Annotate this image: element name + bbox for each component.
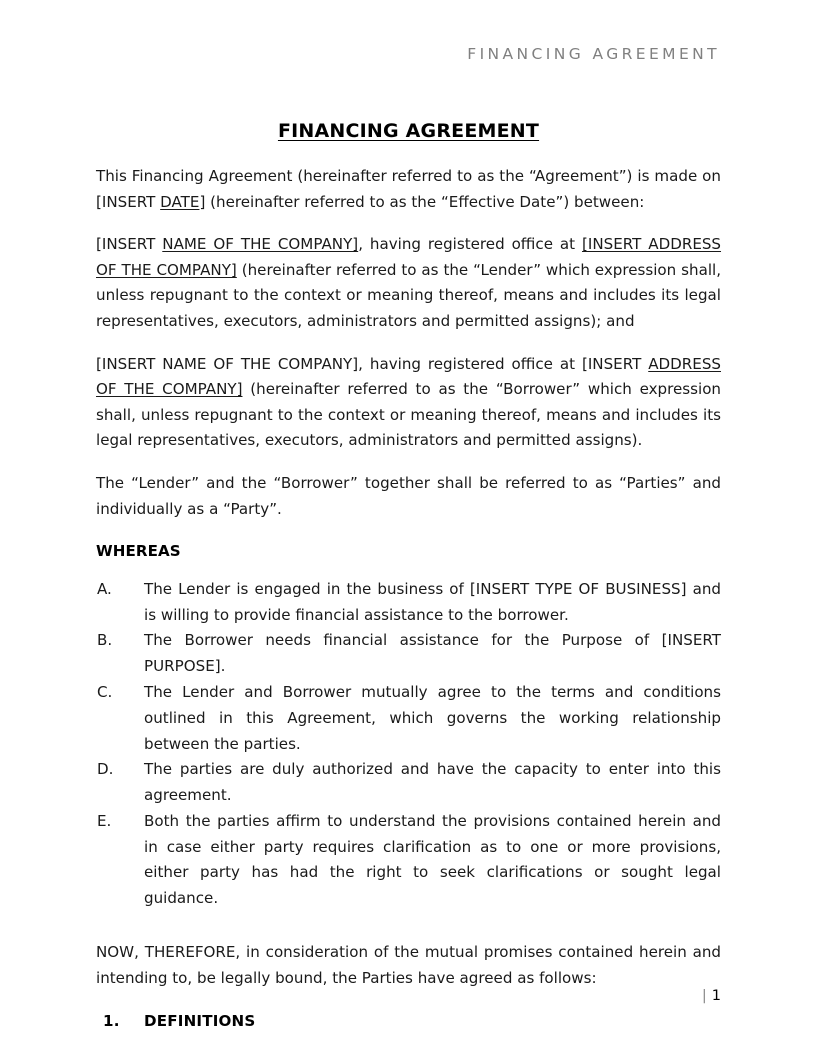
list-item-marker: A. <box>97 579 112 598</box>
document-body <box>96 120 721 1035</box>
section-number: 1. <box>103 1012 120 1031</box>
list-item-text: The Borrower needs financial assistance for the Purpose of [INSERT PURPOSE]. <box>144 631 721 676</box>
section-title: DEFINITIONS <box>144 1012 256 1031</box>
list-item-marker: E. <box>97 811 112 830</box>
lender-text-c: (hereinafter referred to as the “Lender” which expression shall, unless repugnant to the context or meaning thereof, means and includes its legal representatives, executors, administrators and permitted assigns); and <box>96 260 722 330</box>
spacer <box>96 912 721 940</box>
intro-text-a: This Financing Agreement (hereinafter referred to as the “Agreement”) is made on [INSERT <box>96 167 721 211</box>
list-item-marker: D. <box>97 760 114 779</box>
placeholder-date: DATE <box>160 192 200 211</box>
paragraph-now-therefore: NOW, THEREFORE, in consideration of the mutual promises contained herein and intending to, be legally bound, the Parties have agreed as follows: <box>96 943 721 987</box>
list-item-text: Both the parties affirm to understand the provisions contained herein and in case either party requires clarification as to one or more provisions, either party has had the right to seek clarifications or sought legal guidance. <box>144 811 721 908</box>
document-title: FINANCING AGREEMENT <box>277 120 540 142</box>
paragraph-borrower <box>96 352 721 454</box>
list-item-text: The parties are duly authorized and have the capacity to enter into this agreement. <box>144 760 721 805</box>
section-heading-definitions <box>96 1009 721 1035</box>
lender-text-a: [INSERT <box>96 235 163 254</box>
list-item <box>96 757 721 809</box>
footer-separator: | <box>701 988 707 1004</box>
placeholder-lender-company-address: [INSERT ADDRESS OF THE COMPANY] <box>96 235 722 279</box>
placeholder-borrower-company-address: ADDRESS OF THE COMPANY] <box>96 354 721 399</box>
list-item <box>96 680 721 757</box>
recitals-list <box>96 577 721 912</box>
list-item-text: The Lender is engaged in the business of [INSERT TYPE OF BUSINESS] and is willing to provide financial assistance to the borrower. <box>144 579 721 624</box>
list-item <box>96 577 721 629</box>
intro-text-b: ] (hereinafter referred to as the “Effective Date”) between: <box>199 192 645 211</box>
borrower-text-a: [INSERT NAME OF THE COMPANY], having registered office at [INSERT <box>96 354 649 373</box>
whereas-heading: WHEREAS <box>96 542 181 561</box>
list-item-text: The Lender and Borrower mutually agree to the terms and conditions outlined in this Agreement, which governs the working relationship between the parties. <box>144 682 721 753</box>
running-header: FINANCING AGREEMENT <box>467 45 720 63</box>
paragraph-intro <box>96 164 721 215</box>
list-item <box>96 809 721 912</box>
paragraph-parties-definition: The “Lender” and the “Borrower” together shall be referred to as “Parties” and individually as a “Party”. <box>96 473 721 518</box>
list-item-marker: C. <box>97 682 113 701</box>
borrower-text-b: (hereinafter referred to as the “Borrower” which expression shall, unless repugnant to the context or meaning thereof, means and includes its legal representatives, executors, administrators and permitted assigns). <box>96 380 721 450</box>
lender-text-b: , having registered office at <box>358 235 582 254</box>
paragraph-lender <box>96 232 721 334</box>
page-number: 1 <box>711 988 721 1004</box>
list-item <box>96 628 721 680</box>
placeholder-lender-company-name: NAME OF THE COMPANY] <box>162 235 359 254</box>
list-item-marker: B. <box>97 631 113 650</box>
page-footer <box>96 988 721 1004</box>
